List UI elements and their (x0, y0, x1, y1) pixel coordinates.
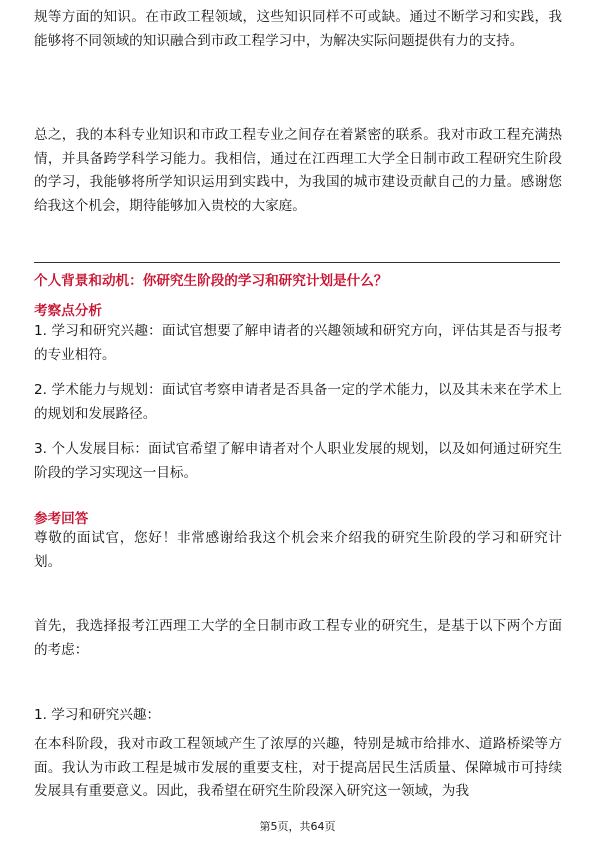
answer-paragraph-2: 首先，我选择报考江西理工大学的全日制市政工程专业的研究生，是基于以下两个方面的考虑： (34, 618, 562, 658)
question-heading: 个人背景和动机：你研究生阶段的学习和研究计划是什么？ (34, 273, 388, 289)
analysis-item-1: 1. 学习和研究兴趣：面试官想要了解申请者的兴趣领域和研究方向，评估其是否与报考的专业相符。 (34, 323, 562, 363)
answer-heading: 参考回答 (34, 511, 89, 527)
analysis-heading: 考察点分析 (34, 303, 102, 319)
section-divider (34, 262, 560, 263)
answer-paragraph-1: 尊敬的面试官，您好！非常感谢给我这个机会来介绍我的研究生阶段的学习和研究计划。 (34, 530, 562, 570)
answer-paragraph-3: 在本科阶段，我对市政工程领域产生了浓厚的兴趣，特别是城市给排水、道路桥梁等方面。我认为市政工程是城市发展的重要支柱，对于提高居民生活质量、保障城市可持续发展具有重要意义。因此，我希望在研究生阶段深入研究这一领域，为我 (34, 736, 562, 799)
page-footer: 第5页，共64页 (259, 820, 336, 833)
intro-paragraph-1: 规等方面的知识。在市政工程领域，这些知识同样不可或缺。通过不断学习和实践，我能够将不同领域的知识融合到市政工程学习中，为解决实际问题提供有力的支持。 (34, 9, 562, 49)
analysis-item-3: 3. 个人发展目标：面试官希望了解申请者对个人职业发展的规划，以及如何通过研究生阶段的学习实现这一目标。 (34, 441, 562, 481)
intro-paragraph-2: 总之，我的本科专业知识和市政工程专业之间存在着紧密的联系。我对市政工程充满热情，并具备跨学科学习能力。我相信，通过在江西理工大学全日制市政工程研究生阶段的学习，我能够将所学知识运用到实践中，为我国的城市建设贡献自己的力量。感谢您给我这个机会，期待能够加入贵校的大家庭。 (34, 127, 562, 214)
answer-subheading-1: 1. 学习和研究兴趣： (34, 707, 161, 723)
analysis-item-2: 2. 学术能力与规划：面试官考察申请者是否具备一定的学术能力，以及其未来在学术上的规划和发展路径。 (34, 382, 562, 422)
